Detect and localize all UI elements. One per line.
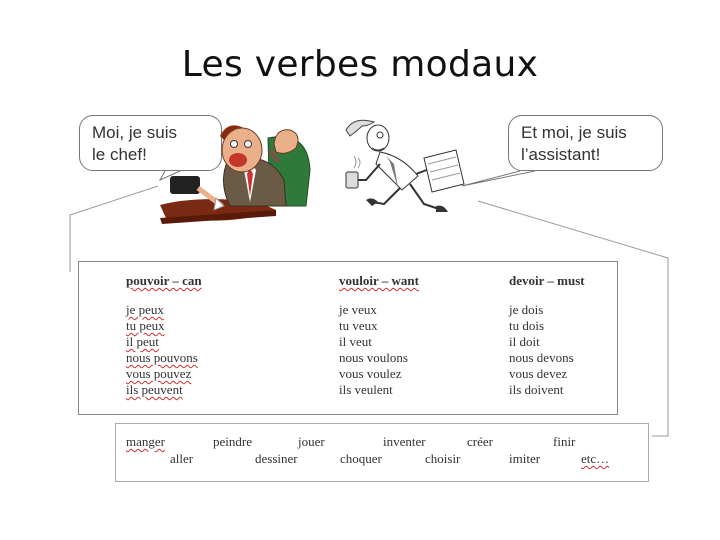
conjugation-table: [78, 261, 618, 415]
infinitive: aller: [170, 451, 194, 466]
boss-illustration: [158, 110, 318, 230]
infinitive: choquer: [340, 451, 382, 466]
infinitive: jouer: [298, 434, 325, 449]
conjugated-form: ils peuvent: [126, 382, 183, 397]
column-pouvoir: [126, 272, 202, 398]
assistant-illustration: [332, 108, 482, 218]
page-title: Les verbes modaux: [181, 44, 539, 85]
bubble-line: le chef!: [92, 145, 147, 164]
infinitive: créer: [467, 434, 493, 449]
column-devoir: [509, 272, 585, 398]
infinitives-box: [115, 423, 649, 482]
infinitive: peindre: [213, 434, 252, 449]
infinitive: inventer: [383, 434, 426, 449]
conjugated-form: je peux: [126, 302, 164, 317]
conjugated-form: tu dois: [509, 318, 545, 333]
conjugated-form: nous pouvons: [126, 350, 198, 365]
bubble-line: l’assistant!: [521, 145, 601, 164]
column-heading: vouloir – want: [339, 273, 419, 288]
column-heading: pouvoir – can: [126, 273, 202, 288]
column-vouloir: [339, 272, 419, 398]
conjugated-form: ils doivent: [509, 382, 564, 397]
conjugated-form: vous voulez: [339, 366, 402, 381]
infinitive: dessiner: [255, 451, 298, 466]
conjugated-form: il doit: [509, 334, 540, 349]
conjugated-form: je dois: [509, 302, 544, 317]
conjugated-form: vous devez: [509, 366, 568, 381]
conjugated-form: il veut: [339, 334, 372, 349]
infinitive: finir: [553, 434, 576, 449]
conjugated-form: nous devons: [509, 350, 574, 365]
infinitive: etc…: [581, 451, 610, 466]
conjugated-form: vous pouvez: [126, 366, 192, 381]
conjugated-form: il peut: [126, 334, 159, 349]
column-heading: devoir – must: [509, 273, 585, 288]
infinitive: imiter: [509, 451, 541, 466]
conjugated-form: je veux: [339, 302, 377, 317]
infinitive: manger: [126, 434, 165, 449]
conjugated-form: tu peux: [126, 318, 165, 333]
infinitive: choisir: [425, 451, 461, 466]
bubble-line: Et moi, je suis: [521, 123, 627, 142]
conjugated-form: tu veux: [339, 318, 378, 333]
bubble-line: Moi, je suis: [92, 123, 178, 142]
conjugated-form: nous voulons: [339, 350, 408, 365]
conjugated-form: ils veulent: [339, 382, 393, 397]
